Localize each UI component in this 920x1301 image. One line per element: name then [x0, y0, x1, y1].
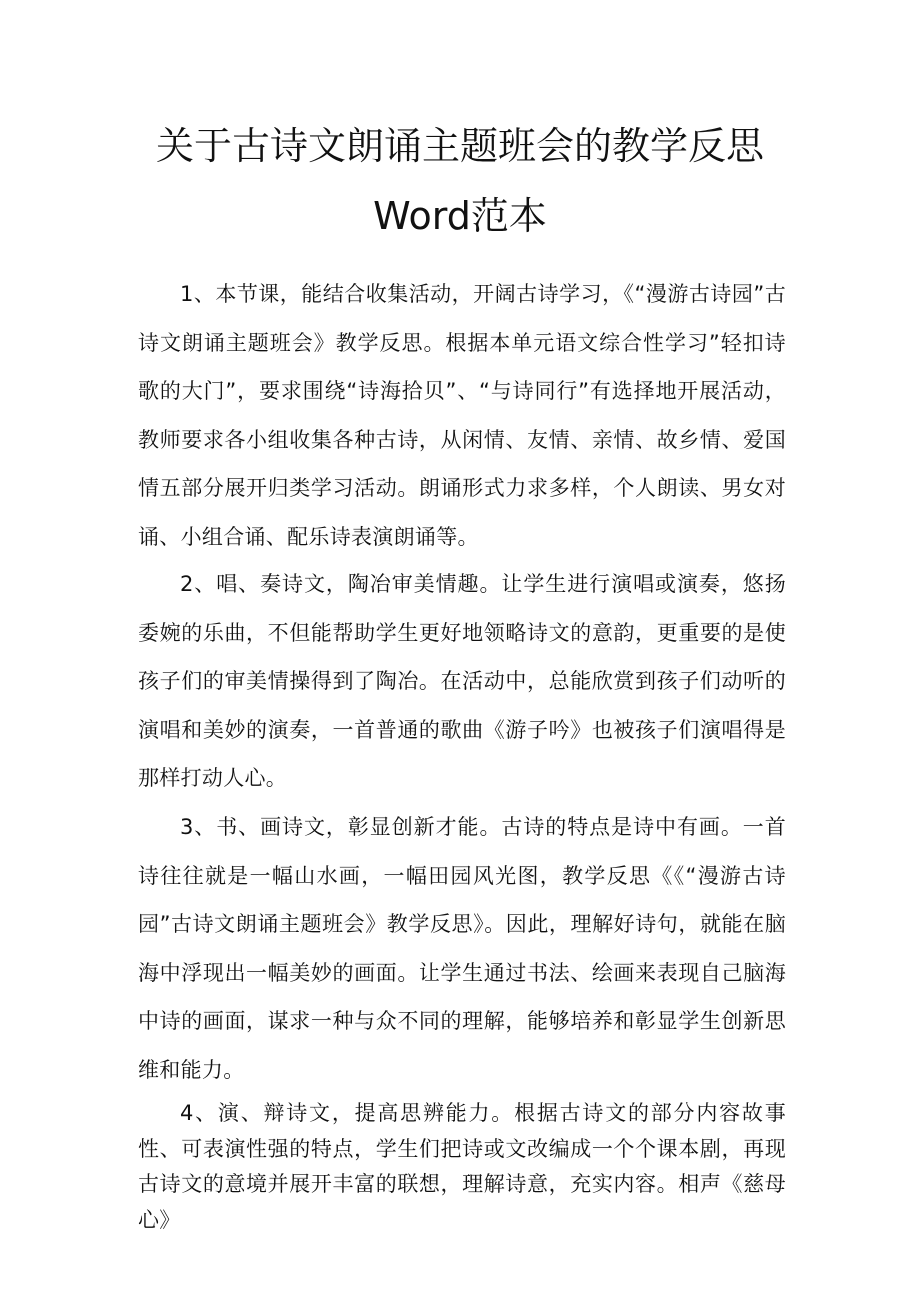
paragraph-1: 1、本节课，能结合收集活动，开阔古诗学习，《“漫游古诗园”古诗文朗诵主题班会》教学反思。根据本单元语文综合性学习”轻扣诗歌的大门”，要求围绕“诗海拾贝”、“与诗同行”有选择地开展活动，教师要求各小组收集各种古诗，从闲情、友情、亲情、故乡情、爱国情五部分展开归类学习活动。朗诵形式力求多样，个人朗读、男女对诵、小组合诵、配乐诗表演朗诵等。	[138, 282, 786, 549]
document-title: 关于古诗文朗诵主题班会的教学反思	[155, 124, 764, 168]
paragraph-4: 4、演、辩诗文，提高思辨能力。根据古诗文的部分内容故事性、可表演性强的特点，学生们把诗或文改编成一个个课本剧，再现古诗文的意境并展开丰富的联想，理解诗意，充实内容。相声《慈母心》	[138, 1101, 786, 1232]
paragraph-3: 3、书、画诗文，彰显创新才能。古诗的特点是诗中有画。一首诗往往就是一幅山水画，一幅田园风光图，教学反思《《“漫游古诗园”古诗文朗诵主题班会》教学反思》。因此，理解好诗句，就能在脑海中浮现出一幅美妙的画面。让学生通过书法、绘画来表现自己脑海中诗的画面，谋求一种与众不同的理解，能够培养和彰显学生创新思维和能力。	[138, 815, 786, 1082]
paragraph-2: 2、唱、奏诗文，陶冶审美情趣。让学生进行演唱或演奏，悠扬委婉的乐曲，不但能帮助学生更好地领略诗文的意韵，更重要的是使孩子们的审美情操得到了陶冶。在活动中，总能欣赏到孩子们动听的演唱和美妙的演奏，一首普通的歌曲《游子吟》也被孩子们演唱得是那样打动人心。	[138, 572, 786, 791]
document-subtitle: Word范本	[373, 194, 547, 238]
